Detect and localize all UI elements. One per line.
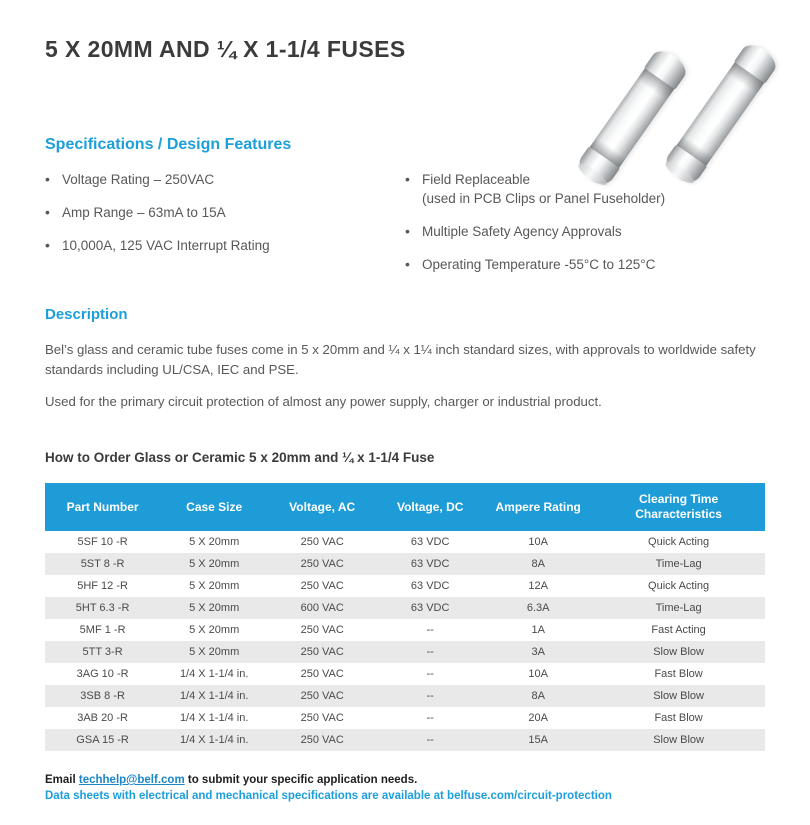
table-cell: 5TT 3-R: [82, 646, 123, 658]
how-to-order-heading: How to Order Glass or Ceramic 5 x 20mm and ¼ x 1-1/4 Fuse: [45, 450, 435, 465]
table-cell: 1A: [531, 624, 545, 636]
table-cell: 5HF 12 -R: [77, 580, 128, 592]
table-row: [45, 553, 765, 575]
table-cell: 5 X 20mm: [189, 558, 240, 570]
description-paragraph: Used for the primary circuit protection of almost any power supply, charger or industrial product.: [45, 394, 602, 409]
table-cell: 5HT 6.3 -R: [75, 602, 130, 614]
spec-bullet-line: • Multiple Safety Agency Approvals: [422, 224, 622, 239]
table-cell: 1/4 X 1-1/4 in.: [179, 668, 249, 680]
table-cell: 250 VAC: [300, 712, 344, 724]
table-cell: --: [426, 668, 434, 680]
spec-bullet-line: • 10,000A, 125 VAC Interrupt Rating: [62, 238, 270, 253]
table-cell: 63 VDC: [410, 580, 450, 592]
table-cell: 5 X 20mm: [189, 536, 240, 548]
table-cell: 5 X 20mm: [189, 602, 240, 614]
spec-bullet-line: • Operating Temperature -55°C to 125°C: [422, 257, 656, 272]
order-table: [45, 483, 765, 751]
table-cell: Time-Lag: [655, 558, 702, 570]
table-cell: --: [426, 712, 434, 724]
table-cell: 5 X 20mm: [189, 580, 240, 592]
spec-bullet-item: [45, 170, 405, 189]
table-cell: 8A: [531, 690, 545, 702]
table-cell: Slow Blow: [653, 690, 704, 702]
table-cell: 5ST 8 -R: [80, 558, 125, 570]
spec-bullet-line: (used in PCB Clips or Panel Fuseholder): [422, 191, 666, 206]
email-suffix: to submit your specific application needs.: [184, 774, 418, 786]
spec-bullet-line: • Voltage Rating – 250VAC: [62, 172, 215, 187]
table-cell: 63 VDC: [410, 602, 450, 614]
specifications-bullets: [45, 170, 767, 288]
table-cell: Fast Blow: [654, 712, 703, 724]
table-row: [45, 531, 765, 553]
header-row: [45, 483, 765, 531]
table-cell: 10A: [528, 668, 548, 680]
table-cell: Quick Acting: [648, 536, 710, 548]
table-cell: 5MF 1 -R: [79, 624, 126, 636]
table-cell: 3SB 8 -R: [80, 690, 125, 702]
table-cell: 250 VAC: [300, 690, 344, 702]
table-row: [45, 575, 765, 597]
fuse-glass-body: [676, 61, 765, 166]
table-cell: 20A: [528, 712, 548, 724]
column-header: Clearing Time Characteristics: [592, 483, 765, 531]
table-cell: 1/4 X 1-1/4 in.: [179, 712, 249, 724]
column-header: Part Number: [45, 483, 160, 531]
order-table-body: [45, 531, 765, 751]
table-cell: 250 VAC: [300, 580, 344, 592]
table-cell: 3A: [531, 646, 545, 658]
column-header: Voltage, DC: [376, 483, 484, 531]
spec-bullet-line: • Amp Range – 63mA to 15A: [62, 205, 226, 220]
table-cell: --: [426, 624, 434, 636]
table-cell: Slow Blow: [653, 646, 704, 658]
table-row: [45, 641, 765, 663]
table-cell: 250 VAC: [300, 668, 344, 680]
spec-bullet-item: [45, 236, 405, 255]
table-cell: 63 VDC: [410, 558, 450, 570]
table-cell: 63 VDC: [410, 536, 450, 548]
table-cell: Fast Blow: [654, 668, 703, 680]
table-row: [45, 597, 765, 619]
table-cell: 8A: [531, 558, 545, 570]
email-line: [45, 772, 765, 788]
table-cell: 1/4 X 1-1/4 in.: [179, 734, 249, 746]
table-cell: 3AG 10 -R: [76, 668, 129, 680]
table-cell: 15A: [528, 734, 548, 746]
page-footer: [45, 772, 765, 804]
table-cell: 1/4 X 1-1/4 in.: [179, 690, 249, 702]
email-link[interactable]: techhelp@belf.com: [78, 774, 185, 786]
table-cell: 250 VAC: [300, 646, 344, 658]
table-cell: 5SF 10 -R: [77, 536, 128, 548]
table-cell: --: [426, 734, 434, 746]
order-table-header: [45, 483, 765, 531]
table-cell: Slow Blow: [653, 734, 704, 746]
spec-bullet-item: [405, 170, 767, 208]
spec-bullet-item: [405, 255, 767, 274]
table-cell: 10A: [528, 536, 548, 548]
table-cell: 12A: [528, 580, 548, 592]
description-heading: Description: [45, 306, 128, 323]
table-cell: 600 VAC: [300, 602, 344, 614]
table-cell: 250 VAC: [300, 624, 344, 636]
table-cell: --: [426, 690, 434, 702]
description-paragraph: Bel’s glass and ceramic tube fuses come in 5 x 20mm and ¼ x 1¼ inch standard sizes, with approvals to worldwide safety standards including UL/CSA, IEC and PSE.: [45, 342, 756, 377]
table-cell: Fast Acting: [651, 624, 706, 636]
table-cell: 6.3A: [526, 602, 550, 614]
fuse-glass-body: [589, 68, 675, 169]
table-cell: 250 VAC: [300, 558, 344, 570]
table-cell: Time-Lag: [655, 602, 702, 614]
table-cell: Quick Acting: [648, 580, 710, 592]
datasheet-note: Data sheets with electrical and mechanical specifications are available at belfuse.com/circuit-protection: [45, 790, 612, 802]
spec-bullet-item: [405, 222, 767, 241]
spec-list-right: [405, 170, 767, 288]
email-prefix: Email: [45, 774, 79, 786]
spec-bullet-item: [45, 203, 405, 222]
column-header: Case Size: [160, 483, 268, 531]
table-row: [45, 619, 765, 641]
table-row: [45, 707, 765, 729]
table-cell: 3AB 20 -R: [77, 712, 128, 724]
spec-bullet-line: • Field Replaceable: [422, 172, 531, 187]
specifications-heading: Specifications / Design Features: [45, 136, 292, 153]
table-cell: GSA 15 -R: [76, 734, 129, 746]
column-header: Voltage, AC: [268, 483, 376, 531]
table-cell: 5 X 20mm: [189, 624, 240, 636]
page-title: 5 X 20MM AND ¼ X 1-1/4 FUSES: [45, 36, 406, 62]
table-row: [45, 663, 765, 685]
table-cell: --: [426, 646, 434, 658]
column-header: Ampere Rating: [484, 483, 592, 531]
table-cell: 250 VAC: [300, 734, 344, 746]
table-row: [45, 729, 765, 751]
spec-list-left: [45, 170, 405, 288]
table-cell: 5 X 20mm: [189, 646, 240, 658]
table-cell: 250 VAC: [300, 536, 344, 548]
table-row: [45, 685, 765, 707]
